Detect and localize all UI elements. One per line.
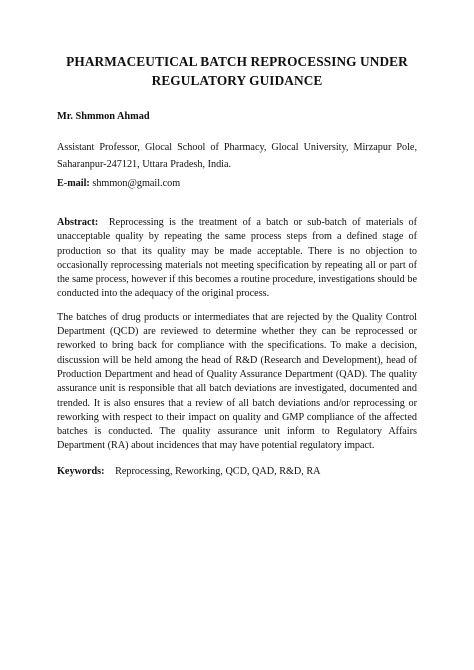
author-affiliation: Assistant Professor, Glocal School of Pharmacy, Glocal University, Mirzapur Pole, Saharanpur-247121, Uttara Pradesh, India. <box>57 142 417 170</box>
abstract-label: Abstract: <box>57 217 99 228</box>
body-paragraph: The batches of drug products or intermediates that are rejected by the Quality Control Department (QCD) are reviewed to determine whether they can be reprocessed or reworked to bring back for compliance with the specifications. To make a decision, discussion will be held among the head of R&D (Research and Development), head of Production Department and head of Quality Assurance Department (QAD). The quality assurance unit is responsible that all batch deviations are investigated, documented and trended. It is also ensures that a review of all batch deviations and/or reprocessing or reworking with respect to their impact on quality and GMP compliance of the affected batches is conducted. The quality assurance unit inform to Regulatory Affairs Department (RA) about incidences that may have potential regulatory impact. <box>57 311 417 452</box>
title-line-2: REGULATORY GUIDANCE <box>151 73 323 88</box>
keywords-text: Reprocessing, Reworking, QCD, QAD, R&D, RA <box>115 465 321 477</box>
abstract-text: Reprocessing is the treatment of a batch or sub-batch of materials of unacceptable quality by repeating the same process steps from a defined stage of production so that its quality may be made acceptable. There is no objection to occasionally reprocessing materials not meeting specification by repeating all or part of the same process, however if this becomes a routine procedure, investigations should be conducted into the adequacy of the original process. <box>57 217 417 300</box>
email-label: E-mail: <box>57 178 90 189</box>
abstract-paragraph <box>57 216 417 302</box>
email-address: shmmon@gmail.com <box>92 178 181 189</box>
title-line-1: PHARMACEUTICAL BATCH REPROCESSING UNDER <box>66 54 408 69</box>
keywords-label: Keywords: <box>57 465 105 477</box>
paper-title <box>57 52 417 90</box>
keywords-line <box>57 466 417 477</box>
author-email-line <box>57 175 417 192</box>
author-name: Mr. Shmmon Ahmad <box>57 111 150 122</box>
